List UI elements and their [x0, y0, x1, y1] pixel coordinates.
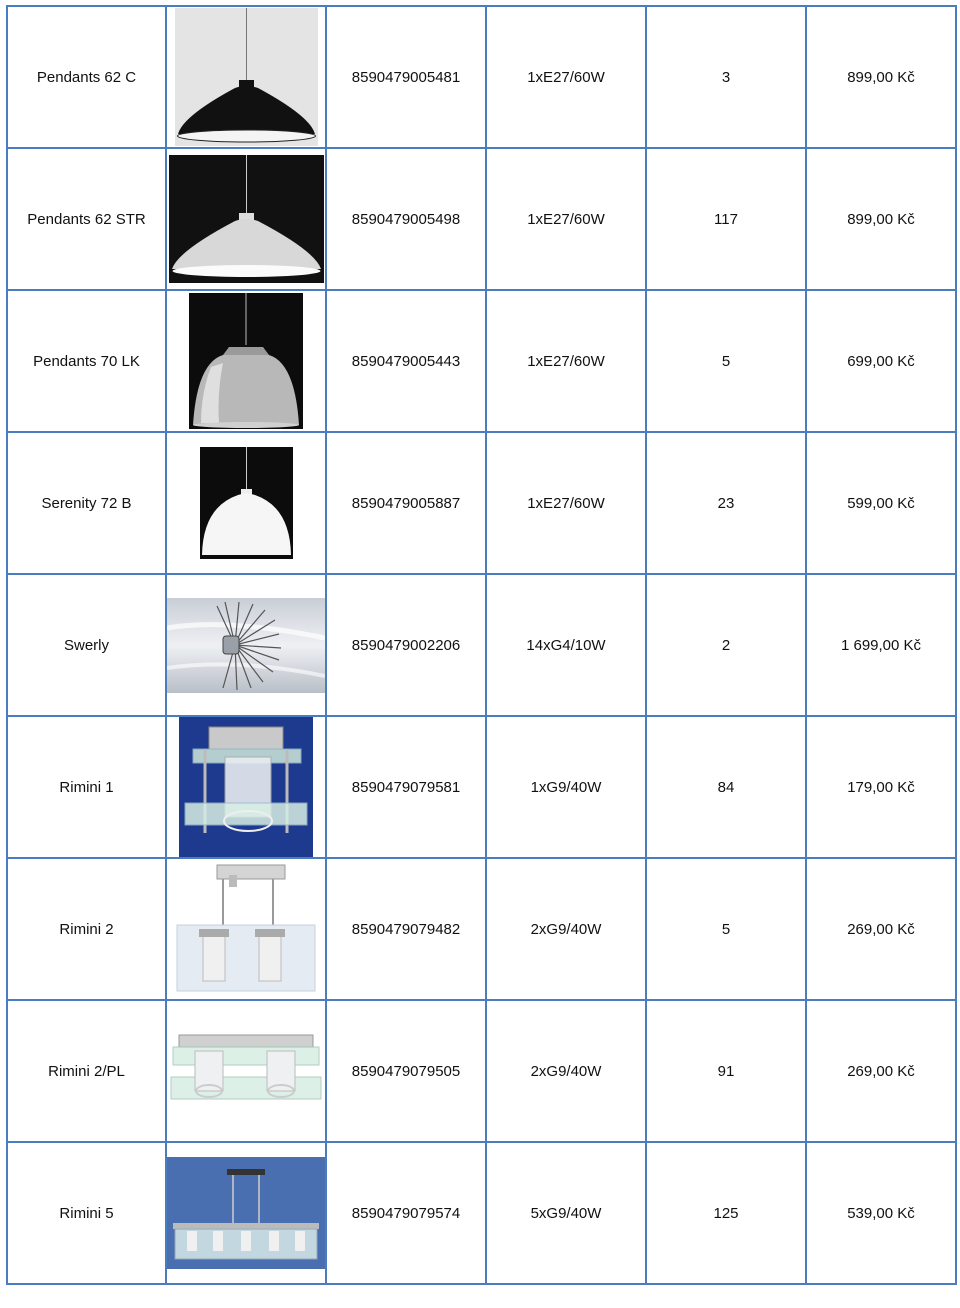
product-image-cell	[166, 6, 326, 148]
table-row	[7, 716, 956, 858]
table-row	[7, 148, 956, 290]
product-name: Serenity 72 B	[7, 432, 166, 574]
product-image-cell	[166, 148, 326, 290]
black-dome-pendant-image	[175, 8, 318, 146]
unit-price: 899,00 Kč	[806, 148, 956, 290]
unit-price: 539,00 Kč	[806, 1142, 956, 1284]
stock-quantity: 5	[646, 858, 806, 1000]
product-table	[6, 5, 957, 1285]
unit-price: 699,00 Kč	[806, 290, 956, 432]
stock-quantity: 91	[646, 1000, 806, 1142]
ean-code: 8590479005887	[326, 432, 486, 574]
glass-double-ceiling-image	[169, 1033, 323, 1109]
product-name: Swerly	[7, 574, 166, 716]
glass-five-light-bar-image	[167, 1157, 325, 1269]
stock-quantity: 23	[646, 432, 806, 574]
stock-quantity: 125	[646, 1142, 806, 1284]
bulb-spec: 1xE27/60W	[486, 148, 646, 290]
bulb-spec: 14xG4/10W	[486, 574, 646, 716]
white-bell-pendant-image	[200, 447, 293, 559]
table-row	[7, 1142, 956, 1284]
table-row	[7, 1000, 956, 1142]
product-image-cell	[166, 432, 326, 574]
table-row	[7, 574, 956, 716]
product-image-cell	[166, 290, 326, 432]
stock-quantity: 5	[646, 290, 806, 432]
ean-code: 8590479005443	[326, 290, 486, 432]
glass-double-pendant-image	[173, 861, 319, 997]
product-image-cell	[166, 1000, 326, 1142]
product-name: Rimini 5	[7, 1142, 166, 1284]
ean-code: 8590479005498	[326, 148, 486, 290]
wire-fan-wall-lamp-image	[167, 598, 325, 693]
product-name: Rimini 1	[7, 716, 166, 858]
ean-code: 8590479079505	[326, 1000, 486, 1142]
product-image-cell	[166, 574, 326, 716]
stock-quantity: 84	[646, 716, 806, 858]
product-name: Pendants 62 C	[7, 6, 166, 148]
product-name: Rimini 2	[7, 858, 166, 1000]
product-image-cell	[166, 858, 326, 1000]
unit-price: 1 699,00 Kč	[806, 574, 956, 716]
stock-quantity: 3	[646, 6, 806, 148]
bulb-spec: 5xG9/40W	[486, 1142, 646, 1284]
product-name: Pendants 70 LK	[7, 290, 166, 432]
ean-code: 8590479079581	[326, 716, 486, 858]
ean-code: 8590479005481	[326, 6, 486, 148]
bulb-spec: 1xE27/60W	[486, 290, 646, 432]
ean-code: 8590479079574	[326, 1142, 486, 1284]
bulb-spec: 1xE27/60W	[486, 6, 646, 148]
stock-quantity: 2	[646, 574, 806, 716]
unit-price: 179,00 Kč	[806, 716, 956, 858]
product-name: Pendants 62 STR	[7, 148, 166, 290]
unit-price: 599,00 Kč	[806, 432, 956, 574]
table-row	[7, 432, 956, 574]
table-row	[7, 6, 956, 148]
ean-code: 8590479079482	[326, 858, 486, 1000]
aluminium-bell-pendant-image	[189, 293, 303, 429]
unit-price: 269,00 Kč	[806, 1000, 956, 1142]
bulb-spec: 1xE27/60W	[486, 432, 646, 574]
unit-price: 269,00 Kč	[806, 858, 956, 1000]
table-row	[7, 290, 956, 432]
bulb-spec: 1xG9/40W	[486, 716, 646, 858]
bulb-spec: 2xG9/40W	[486, 1000, 646, 1142]
glass-ceiling-lamp-image	[179, 717, 313, 857]
bulb-spec: 2xG9/40W	[486, 858, 646, 1000]
ean-code: 8590479002206	[326, 574, 486, 716]
product-image-cell	[166, 1142, 326, 1284]
silver-dome-pendant-image	[169, 155, 324, 283]
unit-price: 899,00 Kč	[806, 6, 956, 148]
table-row	[7, 858, 956, 1000]
stock-quantity: 117	[646, 148, 806, 290]
product-name: Rimini 2/PL	[7, 1000, 166, 1142]
product-image-cell	[166, 716, 326, 858]
